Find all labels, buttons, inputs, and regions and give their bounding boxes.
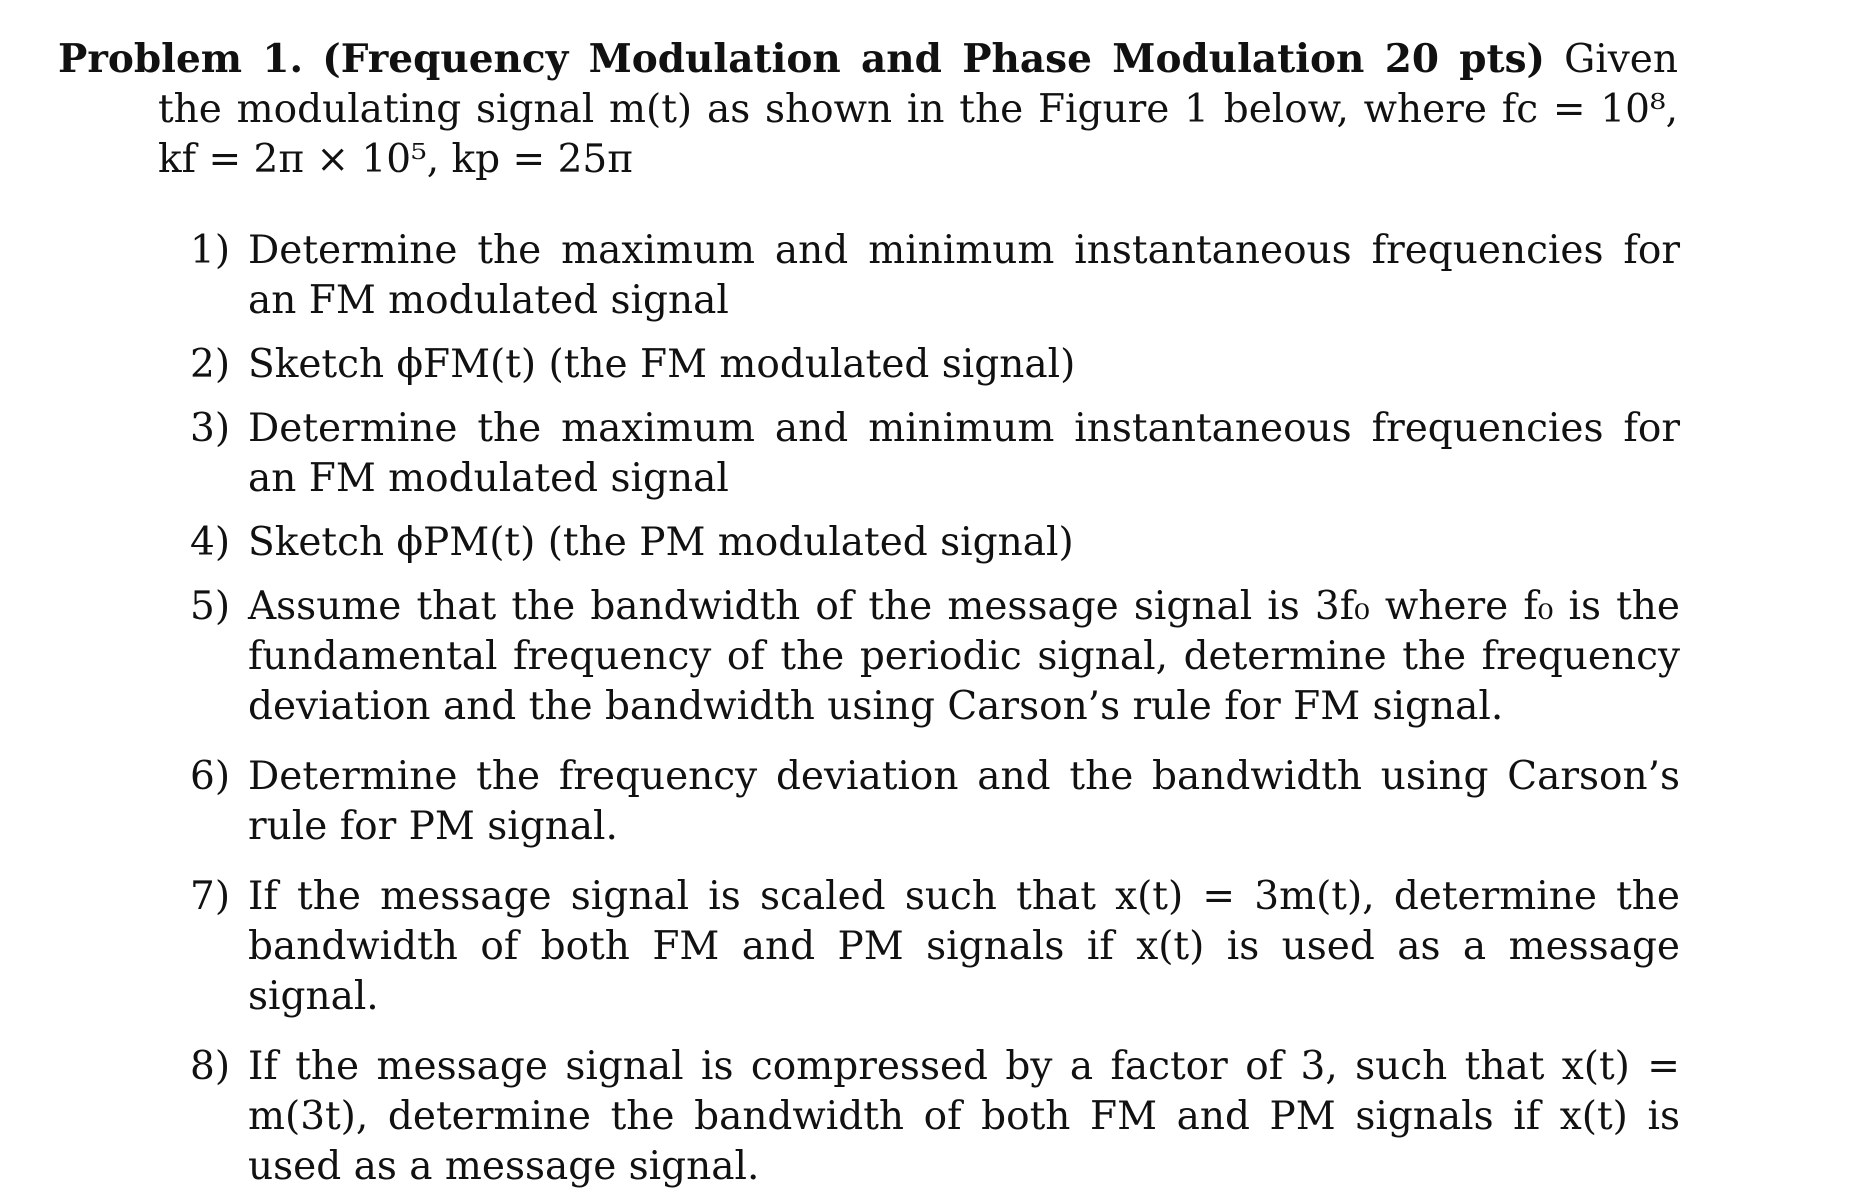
question-number: 3) (190, 406, 231, 451)
question-number: 8) (190, 1044, 231, 1089)
question-item-7 (190, 872, 1680, 1022)
question-item-3 (190, 404, 1680, 504)
question-item-2 (190, 340, 1680, 390)
question-number: 6) (190, 754, 231, 799)
question-item-6 (190, 752, 1680, 852)
question-number: 5) (190, 584, 231, 629)
question-item-4 (190, 518, 1680, 568)
question-text: Determine the maximum and minimum instantaneous frequencies for an FM modulated signal (248, 228, 1680, 323)
question-text: Sketch ϕFM(t) (the FM modulated signal) (248, 342, 1076, 387)
problem-intro: Given the modulating signal m(t) as shown in the Figure 1 below, where fc = 10⁸, kf = 2π × 10⁵, kp = 25π (158, 37, 1678, 182)
problem-statement (58, 34, 1678, 185)
question-item-1 (190, 226, 1680, 326)
question-item-5 (190, 582, 1680, 732)
question-text: Assume that the bandwidth of the message signal is 3f₀ where f₀ is the fundamental frequency of the periodic signal, determine the frequency deviation and the bandwidth using Carson’s rule for FM signal. (248, 584, 1680, 729)
problem-heading: Problem 1. (58, 36, 304, 82)
question-text: If the message signal is scaled such that x(t) = 3m(t), determine the bandwidth of both FM and PM signals if x(t) is used as a message signal. (248, 874, 1680, 1019)
question-number: 4) (190, 520, 231, 565)
question-text: Determine the maximum and minimum instantaneous frequencies for an FM modulated signal (248, 406, 1680, 501)
question-item-8 (190, 1042, 1680, 1192)
question-text: Determine the frequency deviation and the bandwidth using Carson’s rule for PM signal. (248, 754, 1680, 849)
question-text: Sketch ϕPM(t) (the PM modulated signal) (248, 520, 1074, 565)
question-number: 7) (190, 874, 231, 919)
question-text: If the message signal is compressed by a factor of 3, such that x(t) = m(3t), determine the bandwidth of both FM and PM signals if x(t) is used as a message signal. (248, 1044, 1680, 1189)
problem-title: (Frequency Modulation and Phase Modulation 20 pts) (322, 36, 1545, 82)
question-list (190, 226, 1680, 1192)
problem-paragraph (58, 34, 1678, 185)
question-number: 2) (190, 342, 231, 387)
question-number: 1) (190, 228, 231, 273)
